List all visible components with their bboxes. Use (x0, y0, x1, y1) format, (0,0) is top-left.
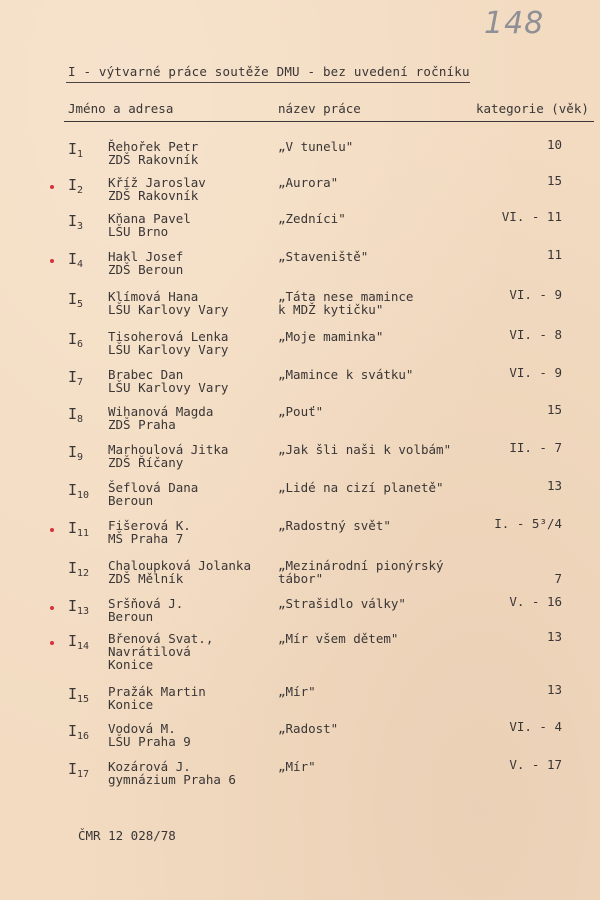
entry-address: ZDŠ Říčany (108, 455, 184, 470)
entry-name-address (108, 140, 198, 166)
entry-address: ZDŠ Beroun (108, 262, 184, 277)
entry-category: V. - 17 (509, 757, 562, 772)
entry-name: Kozárová J. (108, 759, 191, 774)
entry-index-letter: I (68, 330, 78, 348)
entry-index-letter: I (68, 368, 78, 386)
entry-name: Vodová M. (108, 721, 176, 736)
entry-name-address (108, 632, 213, 671)
entry-address: Beroun (108, 609, 154, 624)
entry-work-title (278, 760, 316, 773)
entry-work-title (278, 519, 391, 532)
entry-name: Tisoherová Lenka (108, 329, 229, 344)
entry-index-letter: I (68, 405, 78, 423)
red-mark-dot (50, 528, 54, 532)
entry-index (68, 443, 84, 464)
entry-index-number: 9 (77, 452, 84, 463)
entry-index-number: 5 (77, 299, 84, 310)
entry-index (68, 368, 84, 389)
entry-name: Brabec Dan (108, 367, 184, 382)
entry-category: 15 (546, 173, 562, 188)
entry-index-number: 2 (77, 185, 84, 196)
entry-category: II. - 7 (509, 440, 562, 455)
entry-name: Hakl Josef (108, 249, 184, 264)
entry-index-letter: I (68, 212, 78, 230)
entry-category: 13 (546, 629, 562, 644)
entry-address: LŠU Brno (108, 224, 169, 239)
entry-category: 13 (546, 682, 562, 697)
entry-work-title (278, 481, 444, 494)
entry-index-number: 13 (77, 606, 90, 617)
entry-index-letter: I (68, 176, 78, 194)
entry-name: Šeflová Dana (108, 480, 199, 495)
entry-address: ZDŠ Praha (108, 417, 176, 432)
entry-name-address (108, 597, 183, 623)
entry-category: VI. - 11 (501, 209, 562, 224)
entry-name: Chaloupková Jolanka (108, 558, 251, 573)
entry-name: Fišerová K. (108, 518, 191, 533)
work-title-line: „Aurora" (278, 175, 339, 190)
red-mark-dot (50, 641, 54, 645)
entry-work-title (278, 597, 406, 610)
entry-index (68, 250, 84, 271)
entry-index-letter: I (68, 290, 78, 308)
entry-name: Řehořek Petr (108, 139, 199, 154)
entry-index (68, 140, 84, 161)
entry-index (68, 685, 90, 706)
entry-index (68, 597, 90, 618)
entry-index-number: 15 (77, 694, 90, 705)
red-mark-dot (50, 259, 54, 263)
column-header-work: název práce (278, 101, 361, 116)
entry-address: LŠU Praha 9 (108, 734, 191, 749)
entry-category: I. - 5³/4 (494, 516, 562, 531)
entry-name: Sršňová J. (108, 596, 184, 611)
entry-address: gymnázium Praha 6 (108, 772, 236, 787)
entry-category: VI. - 4 (509, 719, 562, 734)
work-title-line: „Lidé na cizí planetě" (278, 480, 444, 495)
entry-name-address (108, 212, 191, 238)
entry-index-number: 6 (77, 339, 84, 350)
entry-name-address (108, 685, 206, 711)
work-title-line: „Mír všem dětem" (278, 631, 399, 646)
entry-name: Kňana Pavel (108, 211, 191, 226)
entry-address: LŠU Karlovy Vary (108, 302, 229, 317)
entry-index (68, 481, 90, 502)
entry-address: ZDŠ Rakovník (108, 188, 199, 203)
entry-index (68, 760, 90, 781)
entry-category: 11 (546, 247, 562, 262)
entry-index (68, 632, 90, 653)
work-title-line: „Mamince k svátku" (278, 367, 414, 382)
entry-index-number: 16 (77, 731, 90, 742)
entry-work-title (278, 176, 338, 189)
column-header-category: kategorie (věk) (476, 101, 589, 116)
entry-index (68, 330, 84, 351)
work-title-line: „Radost" (278, 721, 339, 736)
entry-work-title (278, 559, 444, 585)
entry-index-letter: I (68, 597, 78, 615)
entry-address: LŠU Karlovy Vary (108, 342, 229, 357)
entry-name-address (108, 368, 228, 394)
entry-index-number: 12 (77, 568, 90, 579)
entry-name-address (108, 405, 213, 431)
entry-category: 15 (546, 402, 562, 417)
entry-category: V. - 16 (509, 594, 562, 609)
entry-name-address (108, 250, 183, 276)
header-rule (64, 121, 594, 122)
entry-index-number: 4 (77, 259, 84, 270)
entry-index-number: 8 (77, 414, 84, 425)
entry-index-letter: I (68, 760, 78, 778)
work-title-line: „Mezinárodní pionýrský (278, 558, 444, 573)
entry-name-address (108, 330, 228, 356)
entry-name-address (108, 443, 228, 469)
entry-work-title (278, 368, 413, 381)
entry-index (68, 290, 84, 311)
entry-work-title (278, 140, 353, 153)
entry-index (68, 212, 84, 233)
entry-work-title (278, 632, 398, 645)
work-title-line: tábor" (278, 571, 324, 586)
entry-address: ZDŠ Mělník (108, 571, 184, 586)
red-mark-dot (50, 185, 54, 189)
entry-name-address (108, 176, 206, 202)
entry-name: Klímová Hana (108, 289, 199, 304)
entry-index-letter: I (68, 481, 78, 499)
work-title-line: „Radostný svět" (278, 518, 391, 533)
entry-work-title (278, 722, 338, 735)
entry-address: Beroun (108, 493, 154, 508)
red-mark-dot (50, 606, 54, 610)
entry-name-address (108, 290, 228, 316)
title-underline (66, 82, 470, 83)
entry-name-address (108, 481, 198, 507)
work-title-line: „Mír" (278, 684, 316, 699)
entry-address: Konice (108, 657, 154, 672)
entry-address: LŠU Karlovy Vary (108, 380, 229, 395)
entry-index-letter: I (68, 722, 78, 740)
entry-index-letter: I (68, 140, 78, 158)
work-title-line: „Moje maminka" (278, 329, 384, 344)
work-title-line: „Strašidlo války" (278, 596, 406, 611)
entry-category: VI. - 8 (509, 327, 562, 342)
entry-name: Marhoulová Jitka (108, 442, 229, 457)
entry-index-letter: I (68, 685, 78, 703)
entry-index (68, 405, 84, 426)
work-title-line: „Zedníci" (278, 211, 346, 226)
entry-index-number: 7 (77, 377, 84, 388)
entry-category: VI. - 9 (509, 287, 562, 302)
entry-index-number: 11 (77, 528, 90, 539)
entry-work-title (278, 443, 451, 456)
entry-address: ZDŠ Rakovník (108, 152, 199, 167)
work-title-line: „Mír" (278, 759, 316, 774)
entry-index-letter: I (68, 632, 78, 650)
entry-index-number: 10 (77, 490, 90, 501)
entry-index (68, 176, 84, 197)
handwritten-page-number: 148 (484, 6, 545, 41)
entry-name-address (108, 519, 191, 545)
entry-work-title (278, 685, 316, 698)
entry-work-title (278, 290, 413, 316)
work-title-line: „Staveniště" (278, 249, 369, 264)
entry-index-number: 14 (77, 641, 90, 652)
entry-index (68, 559, 90, 580)
entry-work-title (278, 250, 368, 263)
work-title-line: „Jak šli naši k volbám" (278, 442, 452, 457)
document-title: I - výtvarné práce soutěže DMU - bez uvedení ročníku (68, 64, 470, 79)
entry-category: 10 (546, 137, 562, 152)
column-header-name: Jméno a adresa (68, 101, 174, 116)
entry-index (68, 722, 90, 743)
entry-index-number: 1 (77, 149, 84, 160)
entry-work-title (278, 212, 346, 225)
entry-name-address (108, 760, 236, 786)
entry-index-number: 17 (77, 769, 90, 780)
entry-index-number: 3 (77, 221, 84, 232)
entry-name: Pražák Martin (108, 684, 206, 699)
work-title-line: k MDŽ kytičku" (278, 302, 384, 317)
entry-index-letter: I (68, 519, 78, 537)
entry-category: 7 (554, 571, 562, 586)
entry-work-title (278, 330, 383, 343)
entry-address: Konice (108, 697, 154, 712)
entry-category: VI. - 9 (509, 365, 562, 380)
entry-name: Wihanová Magda (108, 404, 214, 419)
work-title-line: „V tunelu" (278, 139, 354, 154)
work-title-line: „Táta nese mamince (278, 289, 414, 304)
entry-name: Břenová Svat., (108, 631, 214, 646)
entry-index-letter: I (68, 443, 78, 461)
entry-index-letter: I (68, 559, 78, 577)
entry-index (68, 519, 90, 540)
entry-category: 13 (546, 478, 562, 493)
entry-name-address (108, 722, 191, 748)
entry-address: MŠ Praha 7 (108, 531, 184, 546)
entry-address: Navrátilová (108, 644, 191, 659)
work-title-line: „Pouť" (278, 404, 324, 419)
entry-work-title (278, 405, 323, 418)
entry-name: Kříž Jaroslav (108, 175, 206, 190)
footer-reference: ČMR 12 028/78 (78, 828, 176, 843)
entry-index-letter: I (68, 250, 78, 268)
entry-name-address (108, 559, 251, 585)
